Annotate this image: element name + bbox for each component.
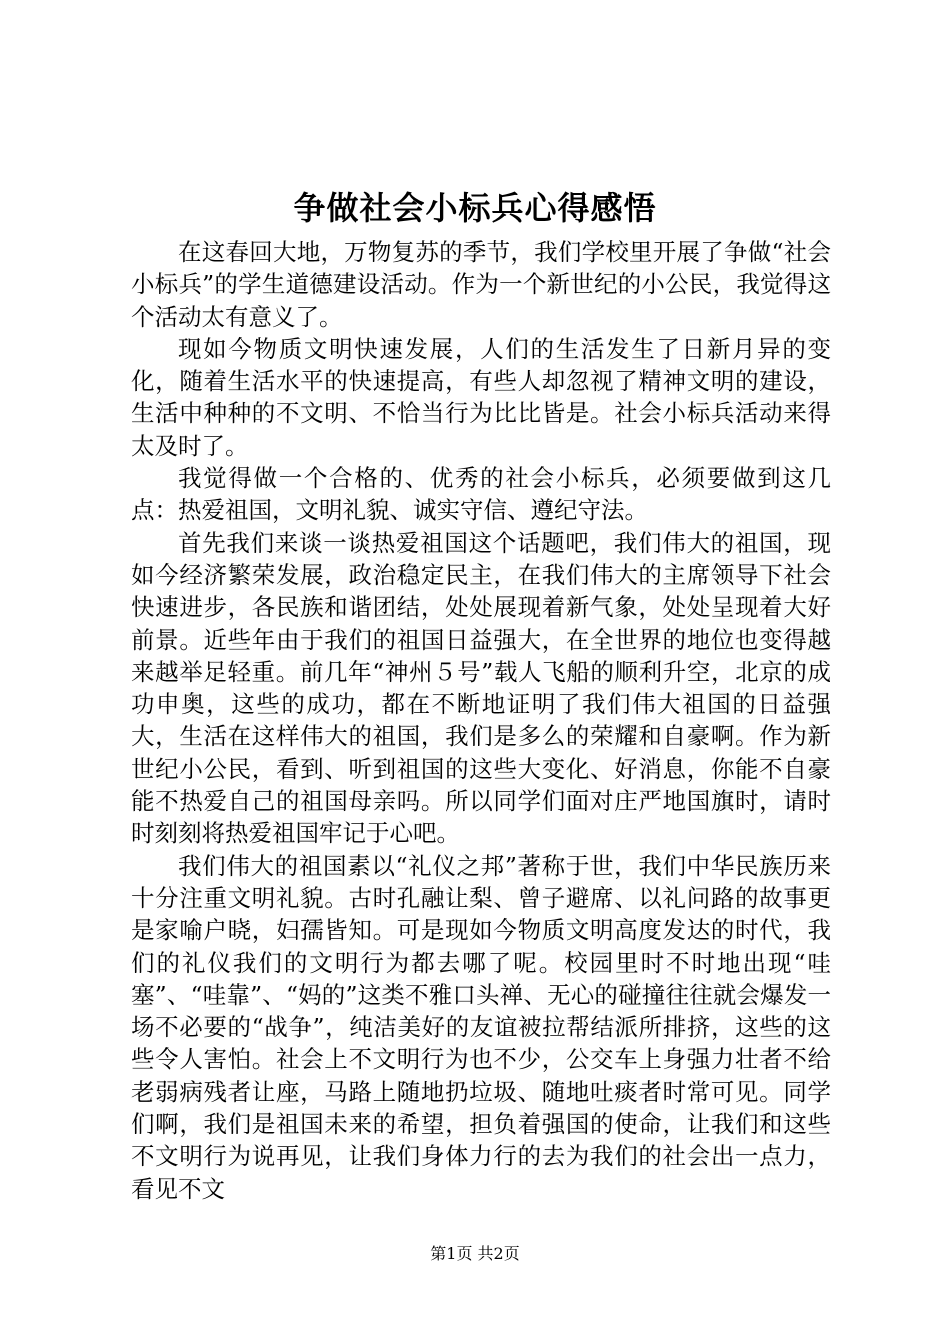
page-footer: 第1页 共2页	[430, 1244, 520, 1263]
paragraph: 现如今物质文明快速发展，人们的生活发生了日新月异的变化，随着生活水平的快速提高，有些人却忽视了精神文明的建设，生活中种种的不文明、不恰当行为比比皆是。社会小标兵活动来得太及时了。	[131, 334, 831, 460]
paragraph: 我觉得做一个合格的、优秀的社会小标兵，必须要做到这几点：热爱祖国，文明礼貌、诚实守信、遵纪守法。	[131, 464, 831, 525]
paragraph: 在这春回大地，万物复苏的季节，我们学校里开展了争做“社会小标兵”的学生道德建设活动。作为一个新世纪的小公民，我觉得这个活动太有意义了。	[131, 238, 831, 331]
document-title: 争做社会小标兵心得感悟	[293, 189, 657, 227]
document-body	[131, 236, 831, 1205]
paragraph: 我们伟大的祖国素以“礼仪之邦”著称于世，我们中华民族历来十分注重文明礼貌。古时孔融让梨、曾子避席、以礼问路的故事更是家喻户晓，妇孺皆知。可是现如今物质文明高度发达的时代，我们的礼仪我们的文明行为都去哪了呢。校园里时不时地出现“哇塞”、“哇靠”、“妈的”这类不雅口头禅、无心的碰撞往往就会爆发一场不必要的“战争”，纯洁美好的友谊被拉帮结派所排挤，这些的这些令人害怕。社会上不文明行为也不少，公交车上身强力壮者不给老弱病残者让座，马路上随地扔垃圾、随地吐痰者时常可见。同学们啊，我们是祖国未来的希望，担负着强国的使命，让我们和这些不文明行为说再见，让我们身体力行的去为我们的社会出一点力，看见不文	[131, 851, 831, 1203]
paragraph: 首先我们来谈一谈热爱祖国这个话题吧，我们伟大的祖国，现如今经济繁荣发展，政治稳定民主，在我们伟大的主席领导下社会快速进步，各民族和谐团结，处处展现着新气象，处处呈现着大好前景。近些年由于我们的祖国日益强大，在全世界的地位也变得越来越举足轻重。前几年“神州５号”载人飞船的顺利升空，北京的成功申奥，这些的成功，都在不断地证明了我们伟大祖国的日益强大，生活在这样伟大的祖国，我们是多么的荣耀和自豪啊。作为新世纪小公民，看到、听到祖国的这些大变化、好消息，你能不自豪能不热爱自己的祖国母亲吗。所以同学们面对庄严地国旗时，请时时刻刻将热爱祖国牢记于心吧。	[131, 528, 831, 848]
